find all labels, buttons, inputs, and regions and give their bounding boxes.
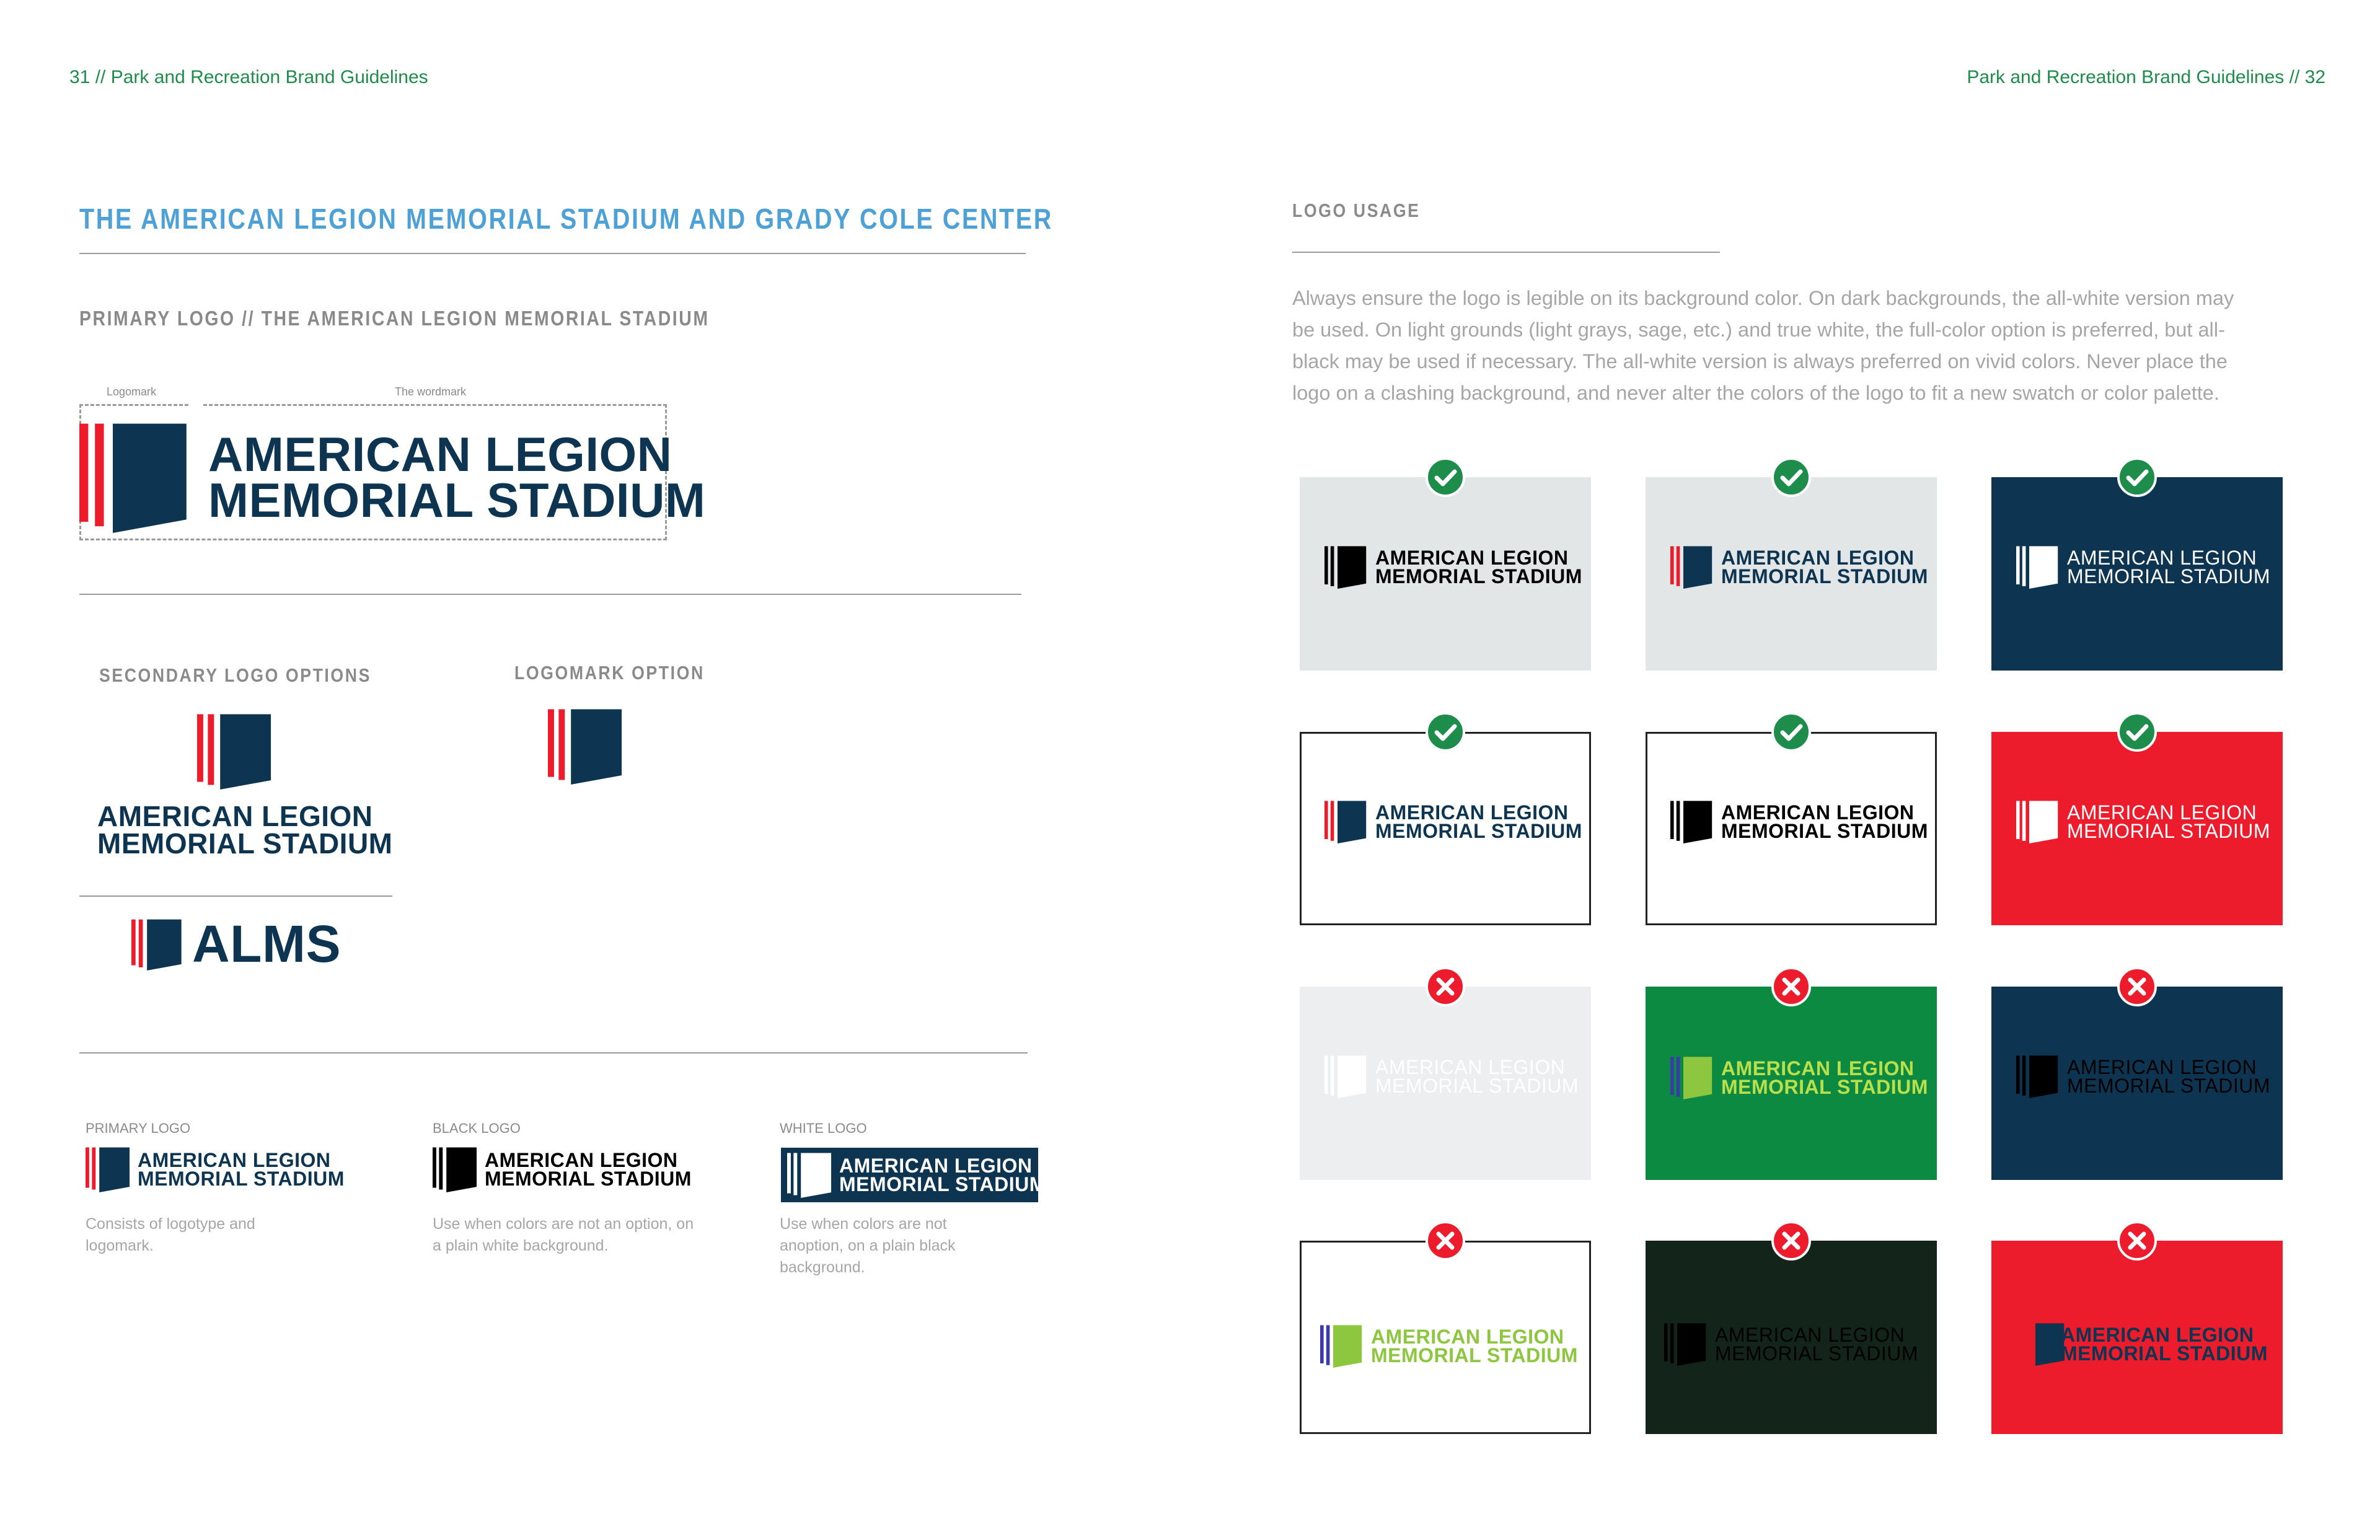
version-logo-primary xyxy=(86,1146,345,1192)
check-circle-icon xyxy=(1771,457,1811,497)
check-circle-icon xyxy=(2117,457,2157,497)
t12-l2: MEMORIAL STADIUM xyxy=(2061,1342,2268,1365)
tile-11-logo xyxy=(1664,1322,1918,1366)
right-folio: Park and Recreation Brand Guidelines // 32 xyxy=(1967,67,2325,87)
t11-l2: MEMORIAL STADIUM xyxy=(1715,1342,1919,1365)
t4-l1: AMERICAN LEGION xyxy=(1375,801,1569,824)
tile-10-wordmark xyxy=(1371,1327,1578,1365)
v2-line2: MEMORIAL STADIUM xyxy=(485,1168,692,1190)
usage-tile-2 xyxy=(1646,477,1937,671)
t12-l1: AMERICAN LEGION xyxy=(2061,1323,2254,1346)
usage-tile-8 xyxy=(1646,987,1937,1180)
version-logo-black xyxy=(433,1146,692,1192)
usage-tile-3 xyxy=(1991,477,2283,671)
wordmark-label: The wordmark xyxy=(395,385,467,398)
t9-l2: MEMORIAL STADIUM xyxy=(2067,1075,2271,1097)
tile-2-mark xyxy=(1670,545,1714,589)
left-folio: 31 // Park and Recreation Brand Guidelines xyxy=(69,67,428,87)
logomark-label: Logomark xyxy=(107,385,157,398)
check-circle-icon xyxy=(1426,457,1465,497)
tile-1-wordmark xyxy=(1375,548,1582,586)
tile-10-logo xyxy=(1320,1324,1578,1368)
v3-line1: AMERICAN LEGION xyxy=(839,1154,1033,1177)
logomark-shield-icon xyxy=(79,421,191,533)
tile-3-wordmark xyxy=(2067,548,2270,586)
t6-l2: MEMORIAL STADIUM xyxy=(2067,820,2271,842)
logo-bounds-bottom xyxy=(79,538,667,540)
tile-5-wordmark xyxy=(1721,803,1928,841)
page-title: THE AMERICAN LEGION MEMORIAL STADIUM AND GRADY COLE CENTER xyxy=(79,203,1053,235)
x-circle-icon xyxy=(2117,1221,2157,1261)
v1-line1: AMERICAN LEGION xyxy=(138,1148,331,1171)
tile-6-mark xyxy=(2016,800,2060,843)
tile-2-wordmark xyxy=(1721,548,1928,586)
tile-5-logo xyxy=(1670,800,1928,843)
logomark-option-heading: LOGOMARK OPTION xyxy=(514,662,705,684)
version-label-black: BLACK LOGO xyxy=(433,1120,521,1136)
t1-l2: MEMORIAL STADIUM xyxy=(1375,565,1582,587)
t10-l1: AMERICAN LEGION xyxy=(1371,1325,1564,1348)
tile-11-wordmark xyxy=(1715,1323,1919,1365)
tile-3-logo xyxy=(2016,545,2270,589)
t6-l1: AMERICAN LEGION xyxy=(2067,801,2257,824)
v2-line1: AMERICAN LEGION xyxy=(485,1148,678,1171)
primary-logo-large xyxy=(79,421,705,533)
check-circle-icon xyxy=(1771,712,1811,752)
secondary-stacked-wordmark xyxy=(97,800,393,860)
version-white-wordmark xyxy=(839,1156,1046,1194)
x-circle-icon xyxy=(1426,967,1465,1006)
wordmark-line1: AMERICAN LEGION xyxy=(208,426,672,482)
t10-l2: MEMORIAL STADIUM xyxy=(1371,1344,1578,1366)
x-circle-icon xyxy=(1771,1221,1811,1261)
usage-tile-11 xyxy=(1646,1241,1937,1434)
tile-7-mark xyxy=(1324,1055,1368,1098)
version-caption-primary: Consists of logotype and logomark. xyxy=(86,1215,255,1254)
t8-l1: AMERICAN LEGION xyxy=(1721,1057,1915,1080)
t5-l2: MEMORIAL STADIUM xyxy=(1721,820,1928,842)
t11-l1: AMERICAN LEGION xyxy=(1715,1323,1905,1346)
tile-2-logo xyxy=(1670,545,1928,589)
tile-1-mark xyxy=(1324,545,1368,589)
v1-line2: MEMORIAL STADIUM xyxy=(138,1168,345,1190)
tile-12-mark xyxy=(2022,1322,2066,1366)
usage-body: Always ensure the logo is legible on its background color. On dark backgrounds, the all-white version may be used. On light grounds (light grays, sage, etc.) and true white, the full-color option is preferred, but all-black may be used if necessary. The all-white version is always preferred on vivid colors. Never place the logo on a clashing background, and never alter the colors of the logo to fit a new swatch or color palette. xyxy=(1292,287,2234,404)
v3-line2: MEMORIAL STADIUM xyxy=(839,1173,1046,1195)
tile-12-wordmark xyxy=(2061,1323,2268,1365)
version-label-primary: PRIMARY LOGO xyxy=(86,1120,191,1136)
tile-3-mark xyxy=(2016,545,2060,589)
tile-4-mark xyxy=(1324,800,1368,843)
tile-1-logo xyxy=(1324,545,1582,589)
tile-9-mark xyxy=(2016,1055,2060,1098)
version-black-mark xyxy=(433,1146,478,1192)
primary-logo-heading: PRIMARY LOGO // THE AMERICAN LEGION MEMORIAL STADIUM xyxy=(79,307,710,330)
primary-wordmark-large xyxy=(208,426,706,527)
t7-l1: AMERICAN LEGION xyxy=(1375,1055,1566,1078)
tile-5-mark xyxy=(1670,800,1714,843)
tile-6-logo xyxy=(2016,800,2270,843)
tile-4-logo xyxy=(1324,800,1582,843)
alms-logo xyxy=(131,915,341,974)
x-circle-icon xyxy=(1426,1221,1465,1261)
version-black-wordmark xyxy=(485,1148,692,1190)
title-rule xyxy=(79,253,1026,254)
tile-9-wordmark xyxy=(2067,1055,2271,1097)
t8-l2: MEMORIAL STADIUM xyxy=(1721,1076,1928,1098)
t3-l1: AMERICAN LEGION xyxy=(2067,546,2257,569)
tile-7-logo xyxy=(1324,1055,1579,1098)
primary-rule xyxy=(79,594,1021,595)
secondary-stacked-mark xyxy=(197,713,274,790)
tile-8-mark xyxy=(1670,1056,1714,1099)
check-circle-icon xyxy=(1426,712,1465,752)
usage-tile-5 xyxy=(1646,732,1937,925)
logo-usage-heading: LOGO USAGE xyxy=(1292,200,1421,221)
tile-7-wordmark xyxy=(1375,1055,1579,1097)
version-logo-white xyxy=(781,1148,1046,1202)
tile-11-mark xyxy=(1664,1322,1708,1366)
tile-6-wordmark xyxy=(2067,803,2270,841)
secondary-heading: SECONDARY LOGO OPTIONS xyxy=(99,664,371,686)
usage-rule xyxy=(1292,252,1720,253)
t4-l2: MEMORIAL STADIUM xyxy=(1375,820,1582,842)
tile-8-logo xyxy=(1670,1056,1928,1099)
t1-l1: AMERICAN LEGION xyxy=(1375,546,1569,569)
alms-mark-icon xyxy=(131,918,183,970)
t5-l1: AMERICAN LEGION xyxy=(1721,801,1915,824)
secondary-divider xyxy=(79,895,392,897)
check-circle-icon xyxy=(2117,712,2157,752)
tile-9-logo xyxy=(2016,1055,2270,1098)
tile-10-mark xyxy=(1320,1324,1364,1368)
tile-8-wordmark xyxy=(1721,1059,1928,1097)
usage-tile-9 xyxy=(1991,987,2283,1180)
logomark-option-icon xyxy=(548,708,625,785)
secondary-rule xyxy=(79,1052,1028,1054)
stacked-line1: AMERICAN LEGION xyxy=(97,800,373,832)
usage-tile-1 xyxy=(1300,477,1591,671)
version-caption-white: Use when colors are not anoption, on a plain black background. xyxy=(780,1215,956,1276)
wordmark-line2: MEMORIAL STADIUM xyxy=(208,473,706,527)
t9-l1: AMERICAN LEGION xyxy=(2067,1055,2257,1078)
t2-l2: MEMORIAL STADIUM xyxy=(1721,565,1928,587)
version-primary-mark xyxy=(86,1146,131,1192)
x-circle-icon xyxy=(2117,967,2157,1006)
version-primary-wordmark xyxy=(138,1148,345,1190)
t2-l1: AMERICAN LEGION xyxy=(1721,546,1915,569)
tile-12-logo xyxy=(2022,1322,2268,1366)
stacked-line2: MEMORIAL STADIUM xyxy=(97,827,393,860)
x-circle-icon xyxy=(1771,967,1811,1006)
version-caption-black: Use when colors are not an option, on a plain white background. xyxy=(433,1215,694,1254)
usage-tile-10 xyxy=(1300,1241,1591,1434)
usage-tile-7 xyxy=(1300,987,1591,1180)
usage-tile-4 xyxy=(1300,732,1591,925)
version-label-white: WHITE LOGO xyxy=(780,1120,867,1136)
t3-l2: MEMORIAL STADIUM xyxy=(2067,565,2271,587)
version-white-mark xyxy=(787,1152,833,1198)
t7-l2: MEMORIAL STADIUM xyxy=(1375,1075,1579,1097)
alms-text: ALMS xyxy=(192,915,341,974)
tile-4-wordmark xyxy=(1375,803,1582,841)
usage-tile-12 xyxy=(1991,1241,2283,1434)
usage-tile-6 xyxy=(1991,732,2283,925)
